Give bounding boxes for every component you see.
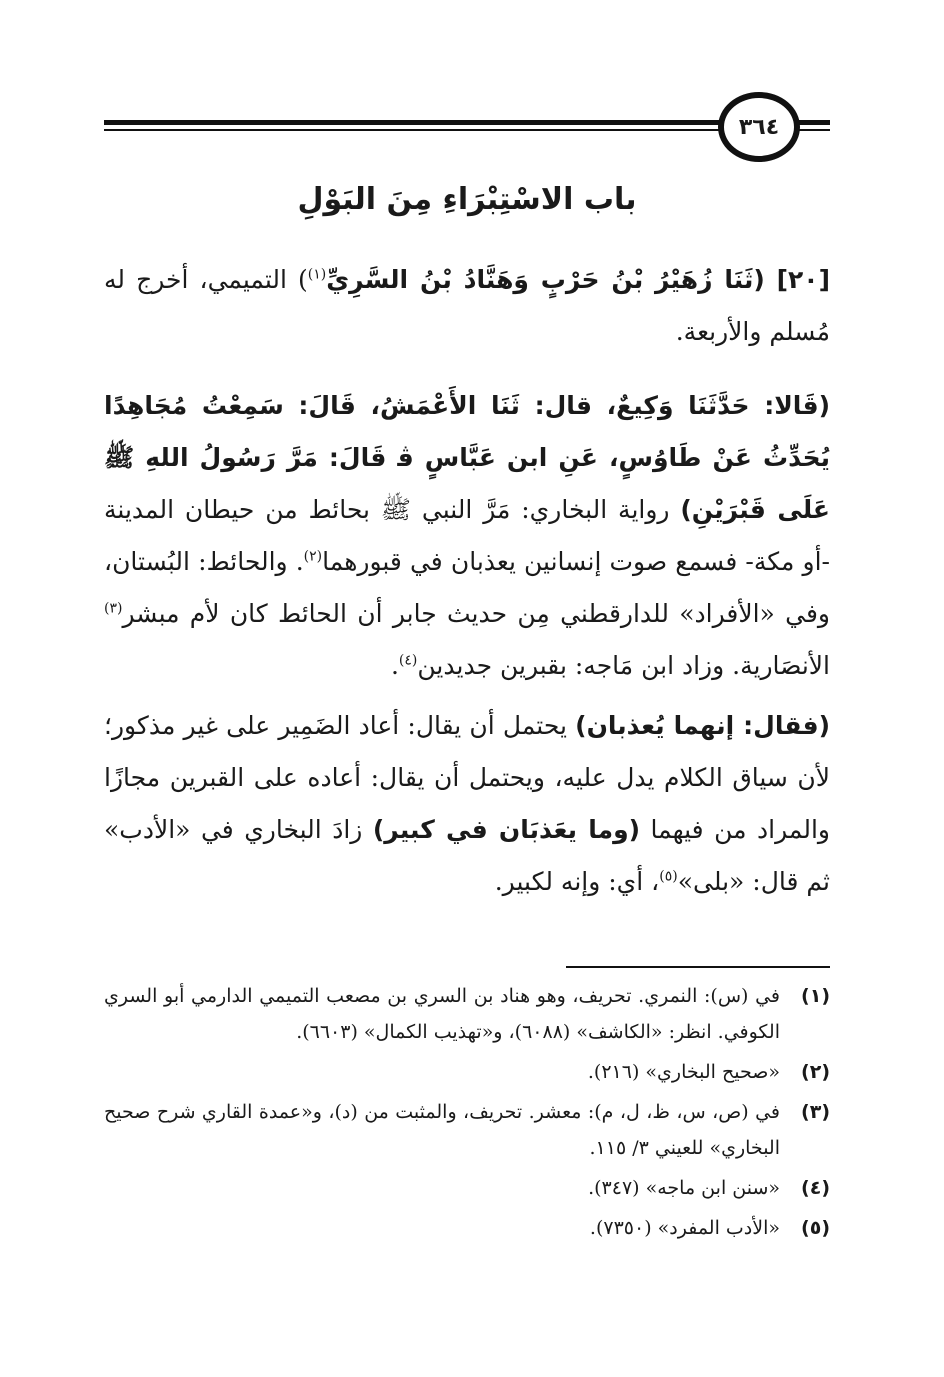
p2-commentary-end: . [390,651,399,680]
footnote-number: (٥) [801,1217,830,1239]
footnote-separator [566,966,830,968]
p2-hadith: (قَالا: حَدَّثَنَا وَكِيعٌ، قال: ثَنَا الأَعْمَشُ، قَالَ: سَمِعْتُ مُجَاهِدًا يُحَدِّثُ عَنْ طَاوُسٍ، عَنِ ابن عَبَّاسٍ ﭬ قَالَ: مَرَّ رَسُولُ اللهِ ﷺ عَلَى قَبْرَيْنِ) [104,391,831,524]
footnote-number: (٣) [801,1101,830,1123]
p3-commentary-2: زادَ البخاري في «الأدب» ثم قال: «بلى» [104,815,830,896]
header-rule-thick [104,120,724,125]
footnote-text: «صحيح البخاري» (٢١٦). [587,1061,780,1083]
paragraph-hadith-text [104,380,830,692]
footnote-item [104,1210,830,1246]
footnote-text: في (س): النمري. تحريف، وهو هناد بن السري بن مصعب التميمي الدارمي أبو السري الكوفي. انظر: «الكاشف» (٦٠٨٨)، و«تهذيب الكمال» (٦٦٠٣). [104,985,780,1043]
footnote-item [104,1170,830,1206]
header-rule-thin [104,129,724,131]
footnote-item [104,1094,830,1166]
p2-commentary-3: الأنصَارية. وزاد ابن مَاجه: بقبرين جديدين [417,651,830,680]
footnote-number: (٤) [801,1177,830,1199]
footnote-number: (١) [801,985,830,1007]
page-number: ٣٦٤ [718,92,800,162]
paragraph-explanation [104,700,830,908]
footnote-ref-1: (١) [307,266,327,283]
footnote-ref-3: (٣) [104,600,123,617]
p2-commentary-1: رواية البخاري: مَرَّ النبي ﷺ بحائط من حيطان المدينة -أو مكة- فسمع صوت إنسانين يعذبان في قبورهما [104,495,830,576]
paragraph-hadith-chain [104,254,830,358]
footnote-number: (٢) [801,1061,830,1083]
footnote-text: في (ص، س، ظ، ل، م): معشر. تحريف، والمثبت من (د)، و«عمدة القاري شرح صحيح البخاري» للعيني ٣/ ١١٥. [104,1101,780,1159]
p2-commentary-2: . والحائط: البُستان، وفي «الأفراد» للدارقطني مِن حديث جابر أن الحائط كان لأم مبشر [104,547,830,628]
footnote-text: «الأدب المفرد» (٧٣٥٠). [589,1217,780,1239]
footnote-ref-4: (٤) [398,652,418,669]
footnote-ref-5: (٥) [659,868,678,885]
footnote-text: «سنن ابن ماجه» (٣٤٧). [588,1177,780,1199]
p1-narrators: [٢٠] (ثَنَا زُهَيْرُ بْنُ حَرْبٍ وَهَنَّادُ بْنُ السَّرِيِّ [326,265,830,294]
footnote-item [104,1054,830,1090]
p3-commentary-1: يحتمل أن يقال: أعاد الضَمِير على غير مذكور؛ لأن سياق الكلام يدل عليه، ويحتمل أن يقال: أعاده على القبرين مجازًا والمراد من فيهما [104,711,830,844]
p1-rest: ) التميمي، أخرج له مُسلم والأربعة. [104,265,830,346]
p3-quote-1: (فقال: إنهما يُعذبان) [575,711,830,740]
p3-quote-2: (وما يعَذبَان في كبير) [372,815,641,844]
chapter-title: باب الاسْتِبْرَاءِ مِنَ البَوْلِ [297,182,637,217]
page-header [104,92,830,168]
p3-commentary-end: ، أي: وإنه لكبير. [494,867,660,896]
footnotes-list [104,978,830,1250]
footnote-item [104,978,830,1050]
footnote-ref-2: (٢) [303,548,323,565]
